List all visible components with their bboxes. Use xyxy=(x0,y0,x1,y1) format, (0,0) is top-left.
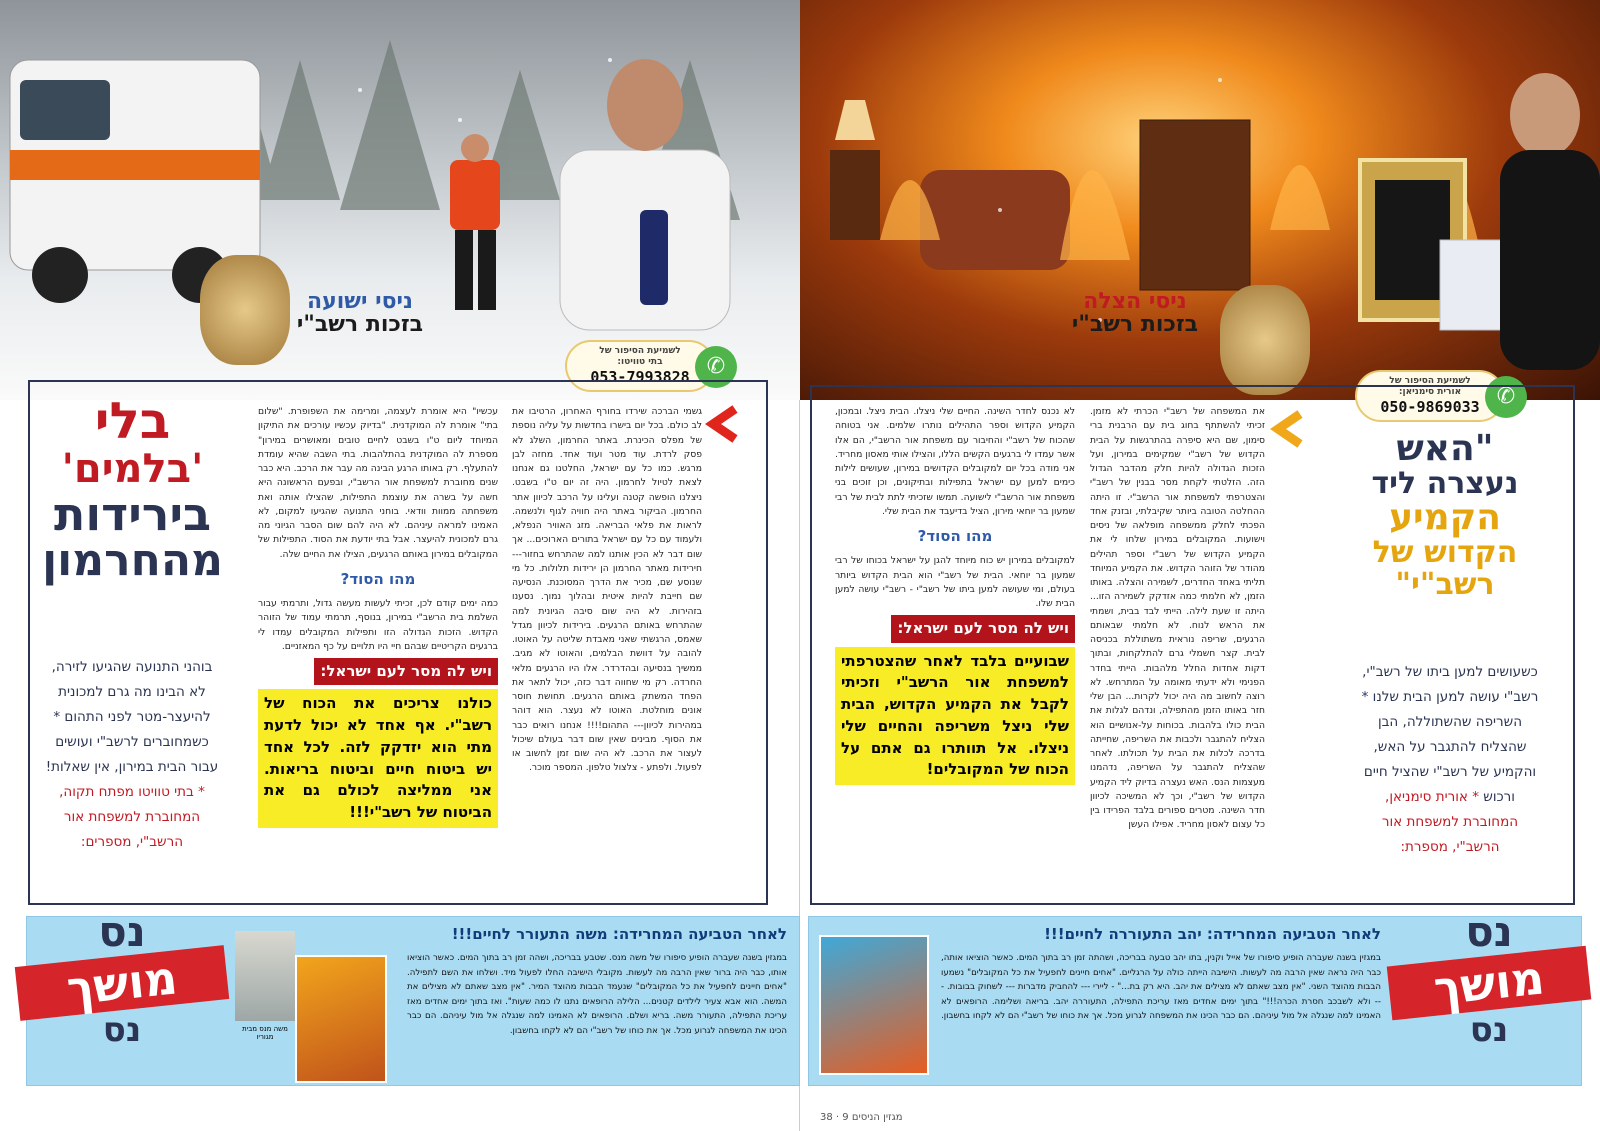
headline-line5: רשב"י" xyxy=(1395,566,1495,602)
secret-title: מהו הסוד? xyxy=(917,527,993,545)
photo-caption: משה מנס מבית מגוריו xyxy=(242,1025,288,1041)
fire-photo xyxy=(800,0,1600,416)
miracle-label-line2: בזכות רשב"י xyxy=(1071,312,1199,338)
miracle-label-line1: ניסי הצלה xyxy=(1083,289,1187,314)
body-column-right xyxy=(512,405,702,895)
headline xyxy=(35,392,230,586)
bottom-title: לאחר הטביעה המחרידה: יהב התעוררה לחיים!!! xyxy=(1044,925,1381,943)
fire-scene-illustration xyxy=(800,0,1600,400)
nes-moshech-stamp xyxy=(17,907,227,1050)
headline-line2: 'בלמים' xyxy=(61,445,204,492)
hospital-photo xyxy=(235,931,295,1021)
call-number[interactable]: 053-7993828 xyxy=(590,367,690,386)
right-page xyxy=(800,0,1600,1131)
secret-text: למקובלים במירון יש כוח מיוחד להגן על ישראל בכוחו של רבי שמעון בר יוחאי. הבית של רשב"י הוא הבית הקדוש ביותר בעולם, ומי שעושה למען ביתו של רשב"י - רשב"י עושה למען הבית שלו. xyxy=(835,555,1075,609)
headline-line4: מהחרמון xyxy=(42,534,223,586)
call-label: לשמיעת הסיפור של xyxy=(1389,376,1471,386)
rabbi-illustration xyxy=(200,255,290,365)
magazine-cover-image xyxy=(295,955,387,1083)
chevron-left-icon xyxy=(705,405,743,443)
miracle-label-line2: בזכות רשב"י xyxy=(296,312,424,338)
chevron-left-icon xyxy=(1270,410,1308,448)
headline-line4: הקדוש של xyxy=(1372,535,1518,571)
message-heading: ויש לה מסר לעם ישראל: xyxy=(891,615,1075,642)
call-name: אורית סימניאן: xyxy=(1398,386,1462,397)
headline-line1: בלי xyxy=(94,392,171,450)
lead-paragraph xyxy=(1360,660,1540,860)
bottom-box xyxy=(26,907,800,1086)
lead-text: כשעושים למען ביתו של רשב"י, רשב"י עושה למען הבית שלנו * השריפה שהשתוללה, הבן שהצליח להתגבר על האש, והקמיע של רשב"י שהציל חיים ורכוש xyxy=(1361,664,1539,805)
headline-line2: נעצרה ליד xyxy=(1371,465,1519,501)
headline-line1: "האש xyxy=(1396,428,1494,469)
stamp-top: נס xyxy=(98,907,146,956)
phone-icon[interactable]: ✆ xyxy=(1485,376,1527,418)
headline-line3: הקמיע xyxy=(1389,497,1501,539)
stamp-bottom: נס xyxy=(102,1010,142,1050)
page-footer: מגזין הניסים 9 · 38 xyxy=(820,1112,903,1123)
lead-credit: * בתי טוויטו מפתח תקוה, המחוברת למשפחת אור הרשב"י, מספרים: xyxy=(59,783,205,850)
body-column-left xyxy=(835,405,1075,900)
headline-line3: בירידות xyxy=(53,486,212,541)
message-body: כולנו צריכים את הכוח של רשב"י. אף אחד לא יכול לדעת מתי הוא יזדקק לזה. לכל אחד יש ביטוח חיים וביטוח בריאות. אני ממליצה לכולם גם את הביטוח של רשב"י!!! xyxy=(258,689,498,828)
rabbi-illustration xyxy=(1220,285,1310,395)
body-column-right-text: את המשפחה של רשב"י הכרתי לא מזמן. זכיתי להשתתף בחוג בית עם הרבנית ברי סימון, שם היא סיפרה בהתרגשות על הבית הקדוש של רשב"י שמקימים במירון, ועל הזכות הגדולה להיות חלק מהדבר הגדול הזה. הזלטתי לקחת מסר בבנין של רשב"י והצטרפתי למשפחת אור הרשב"י. זו היתה ההחלטה הטובה ביותר שקיבלתי, ובזנק אחד הפכתי לחלק ממשפחה מופלאה של ניסים וישועות. המקובלים במירון שלחו לי את הקמיע הקדוש של רשב"י וספר תהילים מהודר של הזוהר הקדוש. את הקמיע המיוחד תליתי באחד החדרים, לשמירה והצלה. באותו הזמן, לא חלמתי כמה אזדקק לשמירה הזו... היתה זו שעת לילה. הייתי לבד בבית, ושמתי את הראש לנוח. לא חלמתי שבאותם הרגעים, שריפה נוראית משתוללת בכניסה לבית. קצר חשמלי גרם להתלקחות, ובתוך דקות אחדות החלל מלהבות. הייתי בחדר הפנימי ולא ידעתי מאומה על המתרחש. לא רוצה לחשוב מה היה יכול לקרות... הבן שלי חזר באותו הזמן מהתפילה, ונדהם לגלות את הבית כולו בלהבות. בכוחות על-אנושיים הוא הצליח להתגבר ולכבות את השריפה, שחייתה בדרכה לכלות את הבית על תכולתו. לאחר שהצליח להתגבר על השריפה, נדהמנו מעצמות הנס. האש נעצרה בדיוק ליד הקמיע הקדוש של רשב"י, וכך לא המשיכה לכיוון חדר השינה. מטרים ספורים בלבד הפרידו בין כל עצום לאסון מחריד. אפילו העשן xyxy=(1090,406,1265,831)
message-body: שבועיים בלבד לאחר שהצטרפתי למשפחת אור הרשב"י וזכיתי לקבל את הקמיע הקדוש, הבית שלי ניצל משריפה והחיים שלי ניצלו. אל תוותרו גם אתם על הכוח של המקובלים! xyxy=(835,647,1075,786)
call-name: בתי טוויטו: xyxy=(617,356,663,367)
stamp-middle: מושך xyxy=(1387,946,1592,1021)
body-column-left xyxy=(258,405,498,900)
miracle-label xyxy=(1050,290,1220,336)
bottom-text: במגזין בשנה שעברה הופיע סיפורו של משה מנס. שטבע בבריכה, ושהה זמן רב בתוך המים. כאשר הוציאו אותו, כבר היה ברור שאין הרבה מה לעשות. מקובלי הישיבה החלו לפעול מיד. ושלחו את השם לתפילה. "אחים חיינים לחפעיל את כל המקובלים" שנעמד הבבות מהוצד המיר. "אין מצב שאתם לא מצילים את המשה. הוא אבא צעיר לילדים קטנים... הלילה הרופאים נתנו לו כמה שעות". ואז בתוך ימים אחדים מאז עריכת התפילה, התעורר משה. בריא ושלם. הרופאים לא האמינו למה שנגלה אל מול עיניהם. הם כבר הכינו את המשפחה לגרוע מכל. אך את כוחו של רשב"י הם לא לקחו בחשבון. xyxy=(407,953,787,1037)
body-column-right xyxy=(1090,405,1265,900)
bottom-title: לאחר הטביעה המחרידה: משה התעורר לחיים!!! xyxy=(451,925,787,943)
stamp-middle: מושך xyxy=(15,945,229,1021)
headline xyxy=(1355,430,1535,600)
message-heading: ויש לה מסר לעם ישראל: xyxy=(314,658,498,685)
miracle-label-line1: ניסי ישועה xyxy=(306,289,413,314)
bottom-box xyxy=(808,907,1582,1086)
call-number[interactable]: 050-9869033 xyxy=(1380,397,1480,416)
lead-text: בוהני התנועה שהגיעו לזירה, לא הבינו מה גרם למכונית להיעצר-מטר לפני התהום * כשמחוברים לרשב"י ועושים עבור הבית במירון, אין שאלות! xyxy=(45,659,219,775)
body-column-left-text: עכשיו" היא אומרת לעצמה, ומרימה את השפופרת. "שלום בתי" אומרת לה המוקדנית. "בדיוק עכשיו עורכים את התיקון המיוחד ליום ט"ו בשבט לחיים טובים ומאושרים במירון" מספרת לה המוקדנית בהתלהבות. בתי השבה שהיא עומדת להתעלף. רק באותו הרגע הבינה מה עבר את הרכב. היא כבר שנים מחוברת למשפחת אור הרשב"י, ובפעם הראשונה היא חשה על בשרה את עוצמת התפילות, שהצילו אותה ואת משפחתה ממוות וודאי. בוחני התנועה שהגיעו למקום, לא האמינו למראה עיניהם. לא היה להם שום הסבר הגיוני מה גרם למכונית להיעצר. אבל בתי יודעת את הסוד. התפילות של המקובלים במירון באותם הרגעים, הצילו את החיים שלה. xyxy=(258,406,498,560)
nes-moshech-stamp xyxy=(1389,907,1589,1050)
secret-title: מהו הסוד? xyxy=(340,569,416,588)
body-column-left-text: לא נכנס לחדר השינה. החיים שלי ניצלו. הבית ניצל. ובמכון, הקמיע הקדוש וספר התהילים נותרו שלמים. אני בטוחה שהכוח של רשב"י והחיבור עם משפחת אור הרשב"י, הם אלו אשר עמדו לי ברגעים הקשים הללו, והצילו אותי מאסון מחריד. אני מודה בכל יום למקובלים הקדושים במירון, שעושים לילות כימים למען עם ישראל בתפילות ובתיקונים, וכן זוכים בני משפחת אור הרשב"י לישועה. תמשו שזכיתי לתת לבית של רבי שמעון בר יוחאי מירון, הציל בדיעבד את הבית שלי. xyxy=(835,406,1075,517)
lead-paragraph xyxy=(42,655,222,855)
lead-credit: * אורית סימניאן, המחוברת למשפחת אור הרשב"י, מספרת: xyxy=(1381,788,1519,855)
magazine-cover-image xyxy=(819,935,929,1075)
secret-text: כמה ימים קודם לכן, זכיתי לעשות מעשה גדול, ותרמתי עבור השלמת בית הרשב"י במירון, בנוסף, תרמתי עמוד של הזוהר הקדוש. הזכות הגדולה הזו ותפילות המקובלים עמדו לי ברגעים הקריטיים שבהם חיי היו תלויים על כף המאזניים. xyxy=(258,598,498,652)
stamp-top: נס xyxy=(1465,907,1513,956)
call-label: לשמיעת הסיפור של xyxy=(599,346,681,356)
miracle-label xyxy=(290,290,430,336)
snow-photo xyxy=(0,0,800,400)
phone-icon[interactable]: ✆ xyxy=(695,346,737,388)
body-column-right-text: גשמי הברכה שירדו בחורף האחרון, הרטיבו את לב כולם. בכל יום בישרו בחדשות על עליה נוספת של מפלס הכינרת. באתר החרמון, השלג לא פסק לרדת. עוד מטר ועוד אחד. מחזה לבן מרגש. כמו כל עם ישראל, החלטנו גם אנחנו לצאת לטיול לחרמון. היה זה יום ט"ו בשבט. ניצלנו הופשה קטנה ועלינו על הרכב לכיוון אתר החרמון. הביקור באתר היה חוויה לגוף ולנשמה. לראות את פלאי הבריאה. מזג האוויר הנפלא, ולעמוד עם כל עם ישראל בתורים הארוכים... אך שום דבר לא הכין אותנו למה שהתרחש בחזור--- חירידות מאתר החרמון הן ירידות תלולות. כל מי שנוסע שם, מכיר את הדרך המסוכנת. הנסיעה שם חייבת להיות איטית ובהלוך נמוך. נסענו בזהירות. לא היה שום סיבה הגיונית למה שהתרחש באותם הרגעים. בירידות לכיוון מגדל שאמס, הרגשתי שאני מאבדת שליטה על האוטו. להובה על דוושת הבלמים, והאוטו לא מגיב. ממשיך בנסיעה ובהדרדר. אלו היו הרגעים מלאי החרדה. רק מי שחווה דבר כזה, יכול לתאר את הפחד המשתק באותם הרגעים. תחושת חוסר אונים מוחלטת. האוטו לא נעצר. הוא דוהר במהירות לכיוון--- התהום!!!! אנחנו רואים כבר את הסוף. מבינים שאין שום דבר בעולם שיכול לעצור את הרכב. לא היה שום זמן לחשוב או לפעול. ולפתע - צלצול טלפון. המספר מוכר. xyxy=(512,406,702,774)
stamp-bottom: נס xyxy=(1469,1010,1509,1050)
bottom-text: במגזין בשנה שעברה הופיע סיפורו של אייל וקנין, בתו יהב טבעה בבריכה, ושהתה זמן רב בתוך המים. כאשר הוציאו אותה, כבר היה נראה שאין הרבה מה לעשות. הישיבה הייתה כולה על הרגליים. "אחים חיינים לחפעיל את כל המקובלים" נשמעו הבבות מהוצד השני. "אין מצב שאתם לא מצילים את יהב. היא רק בת..." - ליירי --- להחביק מדברות --- לשחוק בבובות. --- ולא לשבכב חסרת הכרה!!!" בתוך ימים אחדים מאז עריכת התפילה, התעוררה יהב. בריאה ושלימה. הרופאים לא האמינו למה שנגלה אל מול עיניהם. הם כבר הכינו את המשפחה לגרוע מכל. אך את כוחו של רשב"י הם לא לקחו בחשבון. xyxy=(941,953,1381,1022)
